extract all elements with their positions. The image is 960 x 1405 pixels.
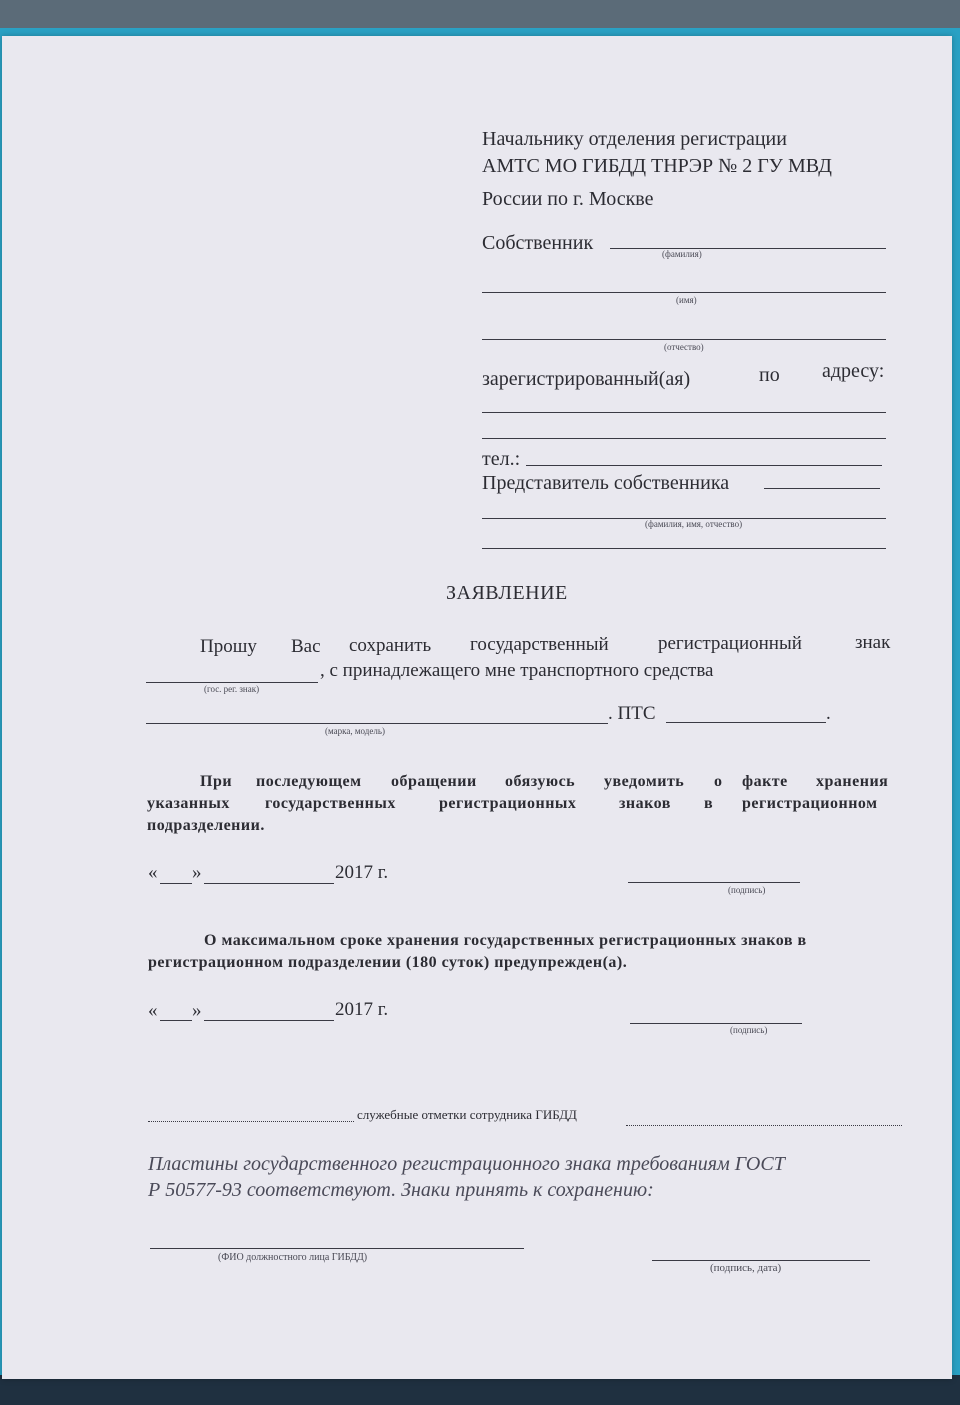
addressee-line-1: Начальнику отделения регистрации [482, 128, 787, 150]
statement-title: ЗАЯВЛЕНИЕ [446, 582, 568, 604]
official-name-caption: (ФИО должностного лица ГИБДД) [218, 1252, 368, 1263]
p1-word-3: сохранить [349, 635, 432, 656]
registered-label: зарегистрированный(ая) [482, 368, 691, 390]
patronymic-field[interactable] [482, 339, 886, 340]
date1-day-field[interactable] [160, 883, 192, 884]
address-field-1[interactable] [482, 412, 886, 413]
storage-line-2: регистрационном подразделении (180 суток) предупрежден(а). [148, 954, 628, 971]
signature2-caption: (подпись) [730, 1025, 768, 1035]
registered-by: по [759, 364, 780, 386]
date2-open-quote: « [148, 1000, 158, 1021]
oblig-w1: При [200, 773, 233, 790]
pts-field[interactable] [666, 722, 826, 723]
owner-label: Собственник [482, 232, 594, 254]
representative-extra-field[interactable] [482, 548, 886, 549]
official-note-line-2: Р 50577-93 соответствуют. Знаки принять к сохранению: [148, 1179, 654, 1201]
phone-label: тел.: [482, 448, 521, 470]
background-bottom [0, 1375, 960, 1405]
storage-line-1: О максимальном сроке хранения государственных регистрационных знаков в [204, 932, 807, 949]
patronymic-caption: (отчество) [664, 342, 704, 352]
signature1-caption: (подпись) [728, 885, 766, 895]
official-name-field[interactable] [150, 1248, 524, 1249]
oblig-w4: обязуюсь [505, 773, 576, 790]
name-field[interactable] [482, 292, 886, 293]
model-caption: (марка, модель) [325, 726, 385, 736]
plate-number-field[interactable] [146, 682, 318, 683]
oblig-w3: обращении [391, 773, 477, 790]
official-marks-label: служебные отметки сотрудника ГИБДД [357, 1107, 577, 1122]
date2-close-quote: » [192, 1000, 202, 1021]
surname-caption: (фамилия) [662, 249, 702, 259]
p1-word-2: Вас [291, 636, 321, 657]
pts-label: . ПТС [608, 703, 656, 724]
pts-end: . [826, 703, 831, 724]
oblig-w2: последующем [256, 773, 362, 790]
oblig-l2-w5: в [704, 795, 714, 812]
plate-caption: (гос. рег. знак) [204, 684, 260, 694]
official-sign-date-field[interactable] [652, 1260, 870, 1261]
representative-label: Представитель собственника [482, 472, 730, 494]
p1-line-2: , с принадлежащего мне транспортного средства [320, 660, 714, 681]
signature1-field[interactable] [628, 882, 800, 883]
official-note-line-1: Пластины государственного регистрационного знака требованиям ГОСТ [148, 1153, 785, 1175]
registered-address: адресу: [822, 360, 885, 382]
marks-dots-left [148, 1121, 354, 1122]
date1-month-field[interactable] [204, 883, 334, 884]
p1-word-4: государственный [470, 634, 609, 655]
oblig-w8: хранения [816, 773, 889, 790]
oblig-l2-w2: государственных [265, 795, 396, 812]
addressee-line-3: России по г. Москве [482, 188, 654, 210]
p1-word-1: Прошу [200, 636, 257, 657]
oblig-l2-w3: регистрационных [439, 795, 577, 812]
date1-open-quote: « [148, 862, 158, 883]
representative-field[interactable] [764, 488, 880, 489]
oblig-line-3: подразделении. [147, 817, 265, 834]
vehicle-model-field[interactable] [146, 723, 608, 724]
surname-field[interactable] [610, 248, 886, 249]
oblig-l2-w6: регистрационном [742, 795, 878, 812]
date1-close-quote: » [192, 862, 202, 883]
phone-field[interactable] [526, 465, 882, 466]
date1-year: 2017 г. [335, 862, 389, 883]
marks-dots-right [626, 1125, 902, 1126]
representative-caption: (фамилия, имя, отчество) [645, 519, 743, 529]
date2-year: 2017 г. [335, 999, 389, 1020]
oblig-w7: факте [742, 773, 788, 790]
oblig-w5: уведомить [604, 773, 685, 790]
date2-month-field[interactable] [204, 1020, 334, 1021]
addressee-line-2: АМТС МО ГИБДД ТНРЭР № 2 ГУ МВД [482, 155, 832, 177]
oblig-l2-w4: знаков [619, 795, 671, 812]
p1-word-6: знак [855, 632, 891, 653]
oblig-l2-w1: указанных [147, 795, 230, 812]
oblig-w6: о [714, 773, 723, 790]
name-caption: (имя) [676, 295, 697, 305]
official-sign-date-caption: (подпись, дата) [710, 1262, 782, 1274]
application-form-sheet [2, 36, 952, 1379]
address-field-2[interactable] [482, 438, 886, 439]
signature2-field[interactable] [630, 1023, 802, 1024]
p1-word-5: регистрационный [658, 633, 802, 654]
date2-day-field[interactable] [160, 1020, 192, 1021]
